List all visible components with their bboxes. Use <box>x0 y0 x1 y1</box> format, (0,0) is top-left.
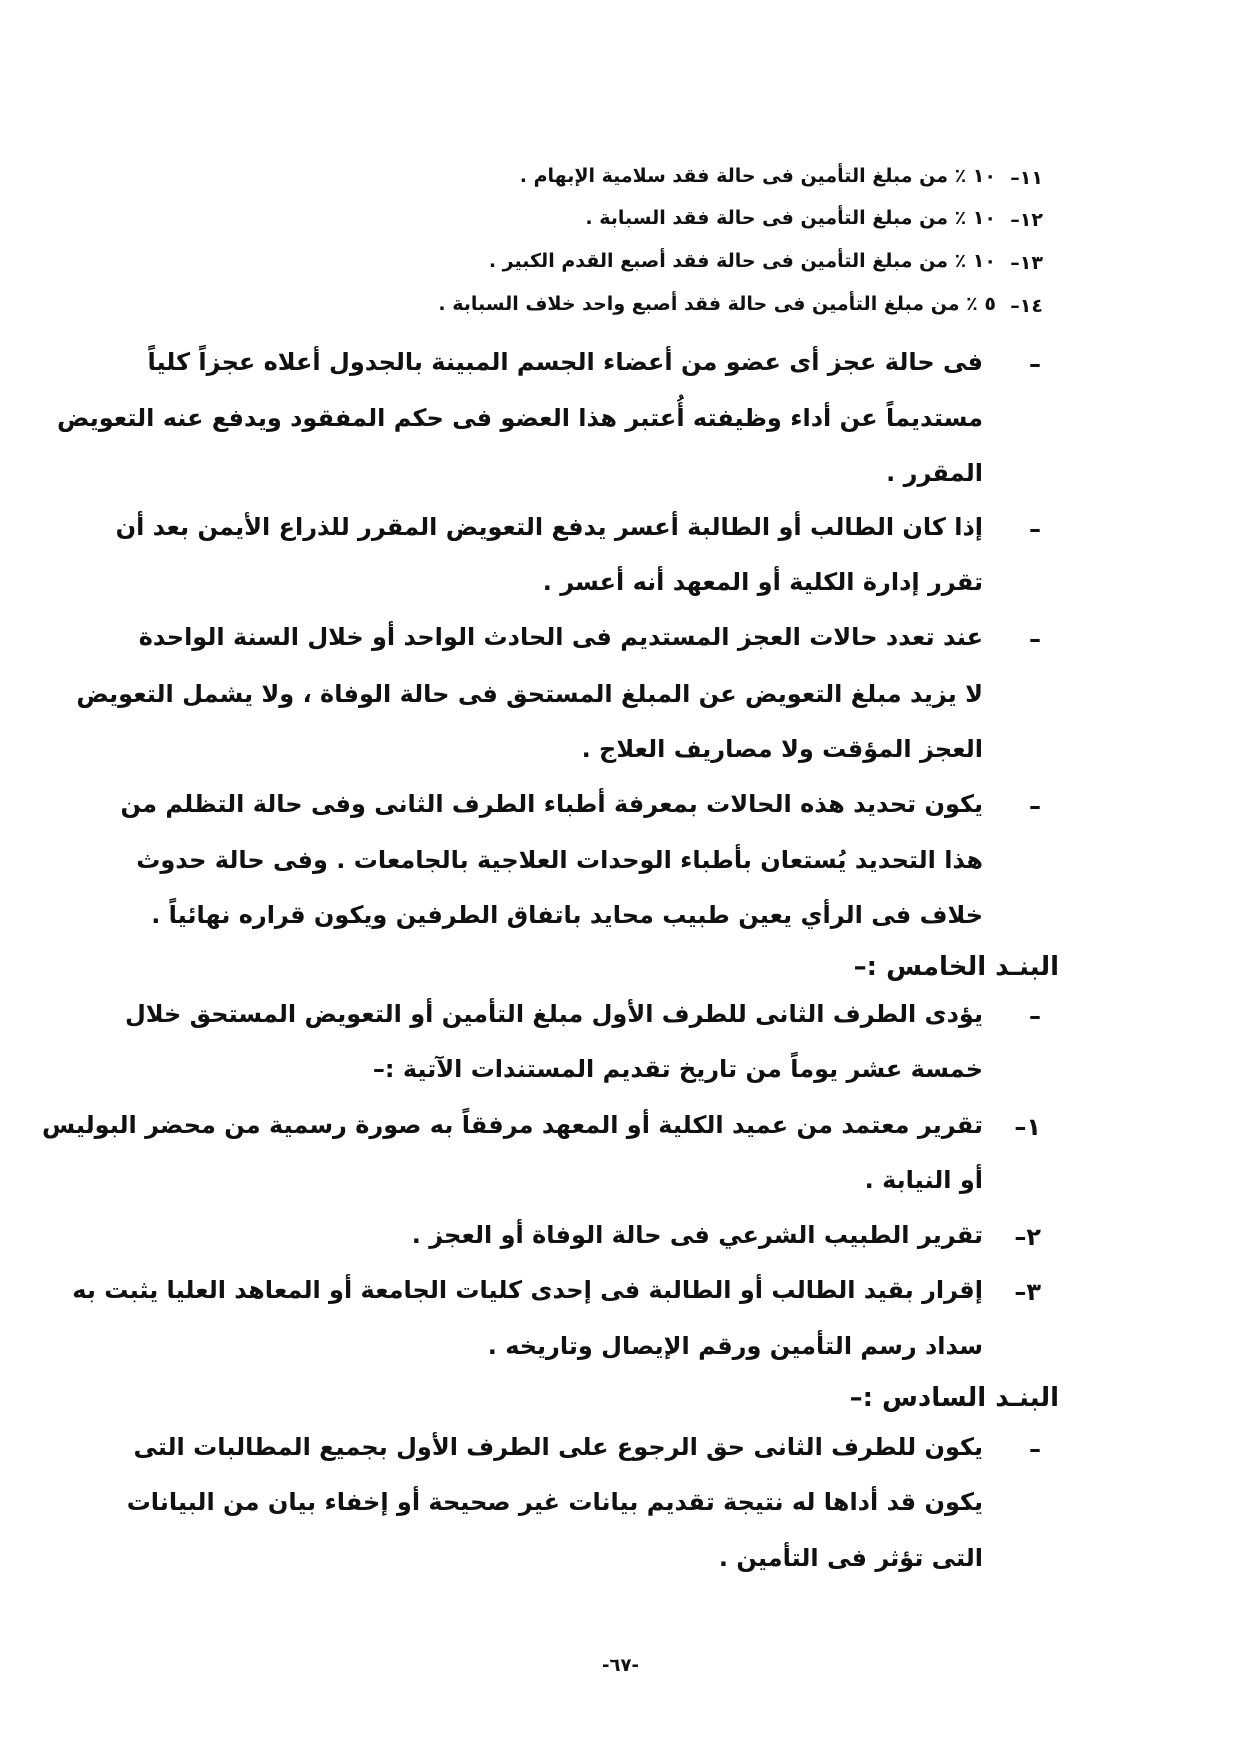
paragraph-line: يكون للطرف الثانى حق الرجوع على الطرف الأول بجميع المطالبات التى <box>133 1433 983 1461</box>
item-number: ١١– <box>1010 167 1043 189</box>
paragraph-line: مستديماً عن أداء وظيفته أُعتبر هذا العضو فى حكم المفقود ويدفع عنه التعويض <box>57 404 983 432</box>
list-item-text: ١٠ ٪ من مبلغ التأمين فى حالة فقد سلامية الإبهام . <box>519 165 996 187</box>
section-heading: البنـد السادس :– <box>849 1383 1059 1413</box>
item-number: ٣– <box>1014 1278 1041 1306</box>
bullet-dash: – <box>1029 1002 1041 1030</box>
bullet-dash: – <box>1029 1435 1041 1463</box>
paragraph-line: لا يزيد مبلغ التعويض عن المبلغ المستحق فى حالة الوفاة ، ولا يشمل التعويض <box>76 680 983 708</box>
paragraph-line: تقرير الطبيب الشرعي فى حالة الوفاة أو العجز . <box>411 1221 983 1249</box>
paragraph-line: هذا التحديد يُستعان بأطباء الوحدات العلاجية بالجامعات . وفى حالة حدوث <box>136 846 983 874</box>
paragraph-line: فى حالة عجز أى عضو من أعضاء الجسم المبينة بالجدول أعلاه عجزاً كلياً <box>147 348 983 376</box>
paragraph-line: العجز المؤقت ولا مصاريف العلاج . <box>581 735 983 763</box>
list-item-text: ٥ ٪ من مبلغ التأمين فى حالة فقد أصبع واحد خلاف السبابة . <box>438 293 996 315</box>
paragraph-line: تقرر إدارة الكلية أو المعهد أنه أعسر . <box>542 568 983 596</box>
paragraph-line: عند تعدد حالات العجز المستديم فى الحادث الواحد أو خلال السنة الواحدة <box>138 623 983 651</box>
paragraph-line: سداد رسم التأمين ورقم الإيصال وتاريخه . <box>487 1332 983 1360</box>
item-number: ٢– <box>1014 1223 1041 1251</box>
page-number: -٦٧- <box>602 1655 639 1676</box>
bullet-dash: – <box>1029 515 1041 543</box>
paragraph-line: يؤدى الطرف الثانى للطرف الأول مبلغ التأمين أو التعويض المستحق خلال <box>124 1000 983 1028</box>
list-item-text: ١٠ ٪ من مبلغ التأمين فى حالة فقد السبابة . <box>585 207 996 229</box>
item-number: ١٤– <box>1010 295 1043 317</box>
list-item-text: ١٠ ٪ من مبلغ التأمين فى حالة فقد أصبع القدم الكبير . <box>488 250 996 272</box>
paragraph-line: خلاف فى الرأي يعين طبيب محايد باتفاق الطرفين ويكون قراره نهائياً . <box>151 901 983 929</box>
paragraph-line: التى تؤثر فى التأمين . <box>718 1544 983 1572</box>
item-number: ١٣– <box>1010 252 1043 274</box>
item-number: ١٢– <box>1010 209 1043 231</box>
item-number: ١– <box>1014 1113 1041 1141</box>
paragraph-line: أو النيابة . <box>864 1166 983 1194</box>
paragraph-line: إقرار بقيد الطالب أو الطالبة فى إحدى كليات الجامعة أو المعاهد العليا يثبت به <box>72 1276 983 1304</box>
bullet-dash: – <box>1029 625 1041 653</box>
bullet-dash: – <box>1029 792 1041 820</box>
section-heading: البنـد الخامس :– <box>853 952 1059 982</box>
paragraph-line: المقرر . <box>886 459 983 487</box>
paragraph-line: يكون تحديد هذه الحالات بمعرفة أطباء الطرف الثانى وفى حالة التظلم من <box>120 790 983 818</box>
paragraph-line: يكون قد أداها له نتيجة تقديم بيانات غير صحيحة أو إخفاء بيان من البيانات <box>126 1488 983 1516</box>
paragraph-line: تقرير معتمد من عميد الكلية أو المعهد مرفقاً به صورة رسمية من محضر البوليس <box>41 1111 983 1139</box>
paragraph-line: خمسة عشر يوماً من تاريخ تقديم المستندات الآتية :– <box>372 1055 983 1083</box>
bullet-dash: – <box>1029 350 1041 378</box>
paragraph-line: إذا كان الطالب أو الطالبة أعسر يدفع التعويض المقرر للذراع الأيمن بعد أن <box>115 513 983 541</box>
